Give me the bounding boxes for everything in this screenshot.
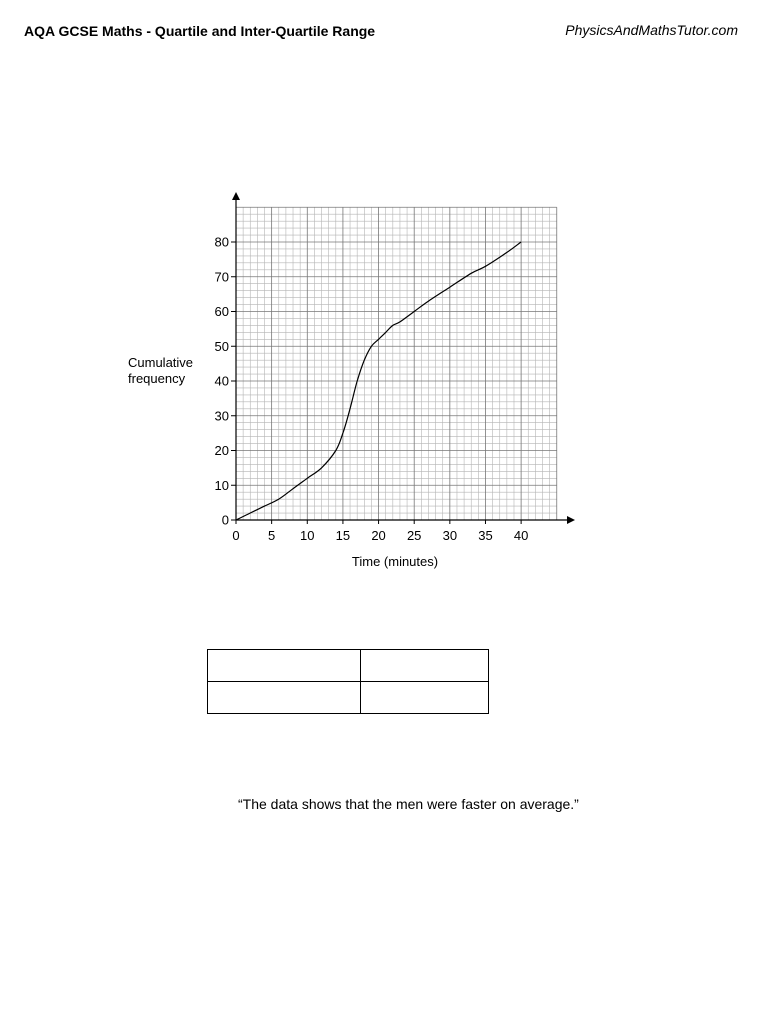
y-tick-label: 50	[214, 338, 229, 354]
blank-answer-table	[207, 649, 489, 714]
y-tick-label: 60	[214, 304, 229, 319]
y-tick-label: 70	[214, 269, 229, 285]
y-tick-label: 80	[214, 234, 229, 250]
table-cell	[361, 650, 489, 682]
x-tick-label: 10	[300, 528, 315, 543]
site-name: PhysicsAndMathsTutor.com	[565, 22, 738, 38]
x-tick-label: 25	[406, 528, 422, 543]
table-row	[208, 682, 489, 714]
x-tick-label: 0	[232, 528, 240, 543]
y-tick-label: 40	[214, 373, 229, 389]
x-axis-arrow	[567, 516, 575, 524]
y-tick-label: 20	[214, 443, 229, 458]
y-tick-label: 30	[214, 408, 229, 424]
quote-statement: “The data shows that the men were faster on average.”	[238, 796, 579, 812]
x-tick-label: 5	[268, 528, 276, 543]
x-axis-label: Time (minutes)	[351, 554, 439, 569]
x-tick-label: 20	[371, 528, 386, 543]
y-tick-label: 10	[214, 477, 229, 493]
document-title: AQA GCSE Maths - Quartile and Inter-Quartile Range	[24, 23, 376, 39]
table-cell	[208, 650, 361, 682]
y-tick-label: 0	[221, 512, 229, 528]
y-axis-label-line2: frequency	[128, 371, 186, 386]
x-tick-label: 30	[442, 528, 458, 543]
x-tick-label: 15	[335, 528, 351, 543]
x-tick-label: 40	[513, 528, 529, 543]
x-tick-label: 35	[478, 528, 493, 543]
y-axis-label-line1: Cumulative	[128, 355, 194, 370]
y-axis-arrow	[232, 192, 240, 200]
table-cell	[361, 682, 489, 714]
table-cell	[208, 682, 361, 714]
table-row	[208, 650, 489, 682]
